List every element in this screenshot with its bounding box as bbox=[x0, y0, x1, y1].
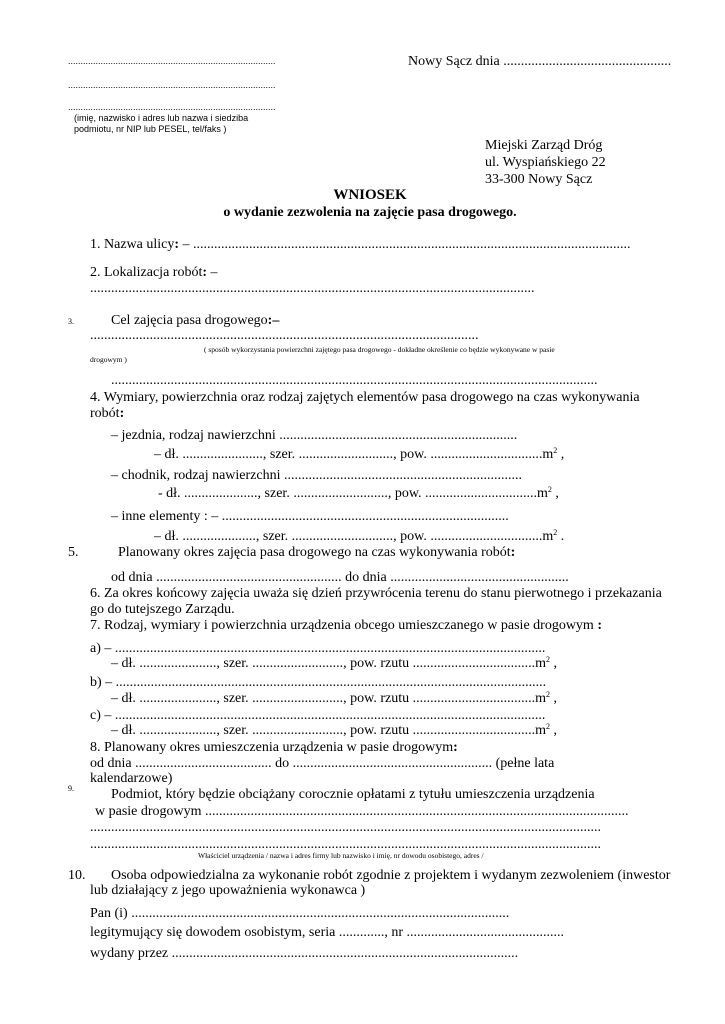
section-9-field-2: .................................................................................................................................................. bbox=[90, 837, 601, 852]
section-7-item-c: c) – ........................................................................................................................... bbox=[90, 708, 546, 723]
section-7-item-a: a) – ........................................................................................................................... bbox=[90, 641, 546, 656]
section-7-item-b-sup: 2 bbox=[546, 690, 551, 699]
section-8-dates: od dnia ....................................... do ......................................................... (pełne lata bbox=[90, 756, 555, 771]
section-4-other-dims-text: – dł. ....................., szer. ............................., pow. ................................m bbox=[154, 529, 554, 544]
section-2-dash: – bbox=[207, 265, 218, 280]
section-7-item-a-end: , bbox=[550, 656, 558, 671]
section-1-label: 1. Nazwa ulicy bbox=[90, 237, 175, 252]
section-3-note-2: drogowym ) bbox=[90, 355, 127, 364]
place-date: Nowy Sącz dnia ................................................ bbox=[408, 54, 672, 69]
addressee-line-1: Miejski Zarząd Dróg bbox=[485, 138, 603, 153]
addressee-line-3: 33-300 Nowy Sącz bbox=[485, 172, 593, 187]
section-7-item-b-dims bbox=[111, 690, 557, 707]
applicant-note-2: podmiotu, nr NIP lub PESEL, tel/faks ) bbox=[74, 124, 227, 134]
section-2-field: ............................................................................................................................... bbox=[90, 281, 535, 296]
section-8-dates-cont: kalendarzowe) bbox=[90, 771, 173, 786]
section-1-street-name bbox=[90, 236, 631, 253]
section-7-item-a-dims-text: – dł. ......................, szer. .........................., pow. rzutu ...................................m bbox=[111, 656, 547, 671]
section-4-other-end: . bbox=[557, 529, 565, 544]
section-4-roadway: – jezdnia, rodzaj nawierzchni .................................................................... bbox=[111, 428, 518, 443]
section-4-roadway-sup: 2 bbox=[553, 446, 558, 455]
section-9-line-1: Podmiot, który będzie obciążany corocznie opłatami z tytułu umieszczenia urządzenia bbox=[111, 787, 595, 802]
section-4-roadway-dims-text: – dł. ......................., szer. ..........................., pow. ................................m bbox=[154, 447, 554, 462]
section-10-id-document: legitymujący się dowodem osobistym, seria ............., nr ............................................. bbox=[90, 925, 565, 940]
section-9-field-1: .................................................................................................................................................. bbox=[90, 820, 601, 835]
section-7-item-b: b) – ........................................................................................................................... bbox=[90, 675, 547, 690]
section-3-colon: :– bbox=[267, 313, 280, 328]
section-7-item-a-dims bbox=[111, 655, 557, 672]
section-5-label: Planowany okres zajęcia pasa drogowego na czas wykonywania robót bbox=[118, 545, 511, 560]
section-7-label: 7. Rodzaj, wymiary i powierzchnia urządzenia obcego umieszczanego w pasie drogowym bbox=[90, 618, 594, 633]
section-4-label-works: robót bbox=[90, 406, 120, 421]
applicant-line-1: ................................................................................... bbox=[68, 56, 276, 66]
applicant-line-2: ................................................................................... bbox=[68, 80, 276, 90]
section-7-heading bbox=[90, 617, 602, 634]
section-7-item-b-end: , bbox=[550, 691, 558, 706]
section-4-sidewalk-dims-text: - dł. ....................., szer. ..........................., pow. ................................m bbox=[158, 486, 548, 501]
section-7-item-c-dims bbox=[111, 722, 557, 739]
section-8-colon: : bbox=[453, 740, 458, 755]
addressee-line-2: ul. Wyspiańskiego 22 bbox=[485, 155, 606, 170]
section-3-number: 3. bbox=[68, 317, 74, 326]
document-title: WNIOSEK bbox=[333, 187, 407, 203]
section-4-colon: : bbox=[119, 406, 125, 421]
section-4-roadway-dims bbox=[154, 446, 564, 463]
section-4-sidewalk: – chodnik, rodzaj nawierzchni .................................................................... bbox=[111, 468, 522, 483]
section-4-sidewalk-end: , bbox=[551, 486, 559, 501]
section-2-location bbox=[90, 264, 218, 281]
section-7-item-c-end: , bbox=[550, 723, 558, 738]
section-9-note: Właściciel urządzenia / nazwa i adres firmy lub nazwisko i imię, nr dowodu osobistego, adres / bbox=[198, 851, 484, 860]
section-7-item-a-sup: 2 bbox=[546, 655, 551, 664]
section-10-issued-by: wydany przez ................................................................................................... bbox=[90, 946, 519, 961]
section-1-field: – ............................................................................................................................. bbox=[179, 237, 631, 252]
section-4-sidewalk-sup: 2 bbox=[547, 485, 552, 494]
section-3-field: ............................................................................................................... bbox=[90, 328, 479, 343]
section-6-line-2: go do tutejszego Zarządu. bbox=[90, 602, 235, 617]
applicant-note-1: (imię, nazwisko i adres lub nazwa i siedziba bbox=[74, 113, 249, 123]
section-3-note-1: ( sposób wykorzystania powierzchni zajętego pasa drogowego - dokładne określenie co będzie wykonywane w pasie bbox=[204, 345, 555, 354]
section-4-other-dims bbox=[154, 528, 564, 545]
section-4-other-sup: 2 bbox=[553, 528, 558, 537]
section-2-colon: : bbox=[202, 265, 208, 280]
section-1-colon: : bbox=[174, 237, 180, 252]
section-5-number: 5. bbox=[68, 545, 79, 560]
section-5-colon: : bbox=[510, 545, 516, 560]
section-5-dates: od dnia ..................................................... do dnia ................................................... bbox=[111, 570, 569, 585]
section-2-label: 2. Lokalizacja robót bbox=[90, 265, 203, 280]
applicant-line-3: ................................................................................... bbox=[68, 102, 276, 112]
section-7-colon: : bbox=[593, 618, 602, 633]
section-4-line-2 bbox=[90, 405, 124, 422]
section-6-line-1: 6. Za okres końcowy zajęcia uważa się dzień przywrócenia terenu do stanu pierwotnego i przekazania bbox=[90, 586, 662, 601]
section-8-label: 8. Planowany okres umieszczenia urządzenia w pasie drogowym bbox=[90, 740, 454, 755]
document-subtitle: o wydanie zezwolenia na zajęcie pasa drogowego. bbox=[223, 205, 517, 220]
section-10-line-1: Osoba odpowiedzialna za wykonanie robót zgodnie z projektem i wydanym zezwoleniem (inwestor bbox=[111, 868, 671, 883]
section-7-item-b-dims-text: – dł. ......................, szer. .........................., pow. rzutu ...................................m bbox=[111, 691, 547, 706]
section-3-field-2: ........................................................................................................................................... bbox=[111, 373, 598, 388]
section-9-number: 9. bbox=[68, 784, 74, 793]
section-4-sidewalk-dims bbox=[158, 485, 559, 502]
section-8-heading bbox=[90, 739, 458, 756]
section-4-line-1: 4. Wymiary, powierzchnia oraz rodzaj zajętych elementów pasa drogowego na czas wykonywania bbox=[90, 390, 640, 405]
section-4-other: – inne elementy : – .................................................................................. bbox=[111, 509, 509, 524]
section-3-label: Cel zajęcia pasa drogowego bbox=[111, 313, 268, 328]
section-5-period bbox=[118, 544, 515, 561]
section-4-roadway-end: , bbox=[557, 447, 565, 462]
section-7-item-c-dims-text: – dł. ......................, szer. .........................., pow. rzutu ...................................m bbox=[111, 723, 547, 738]
section-10-number: 10. bbox=[68, 868, 86, 883]
section-9-line-2: w pasie drogowym ......................................................................................................................... bbox=[95, 804, 629, 819]
section-10-line-2: lub działający z jego upoważnienia wykonawca ) bbox=[90, 883, 366, 898]
section-7-item-c-sup: 2 bbox=[546, 722, 551, 731]
section-10-person: Pan (i) ............................................................................................................ bbox=[90, 906, 510, 921]
